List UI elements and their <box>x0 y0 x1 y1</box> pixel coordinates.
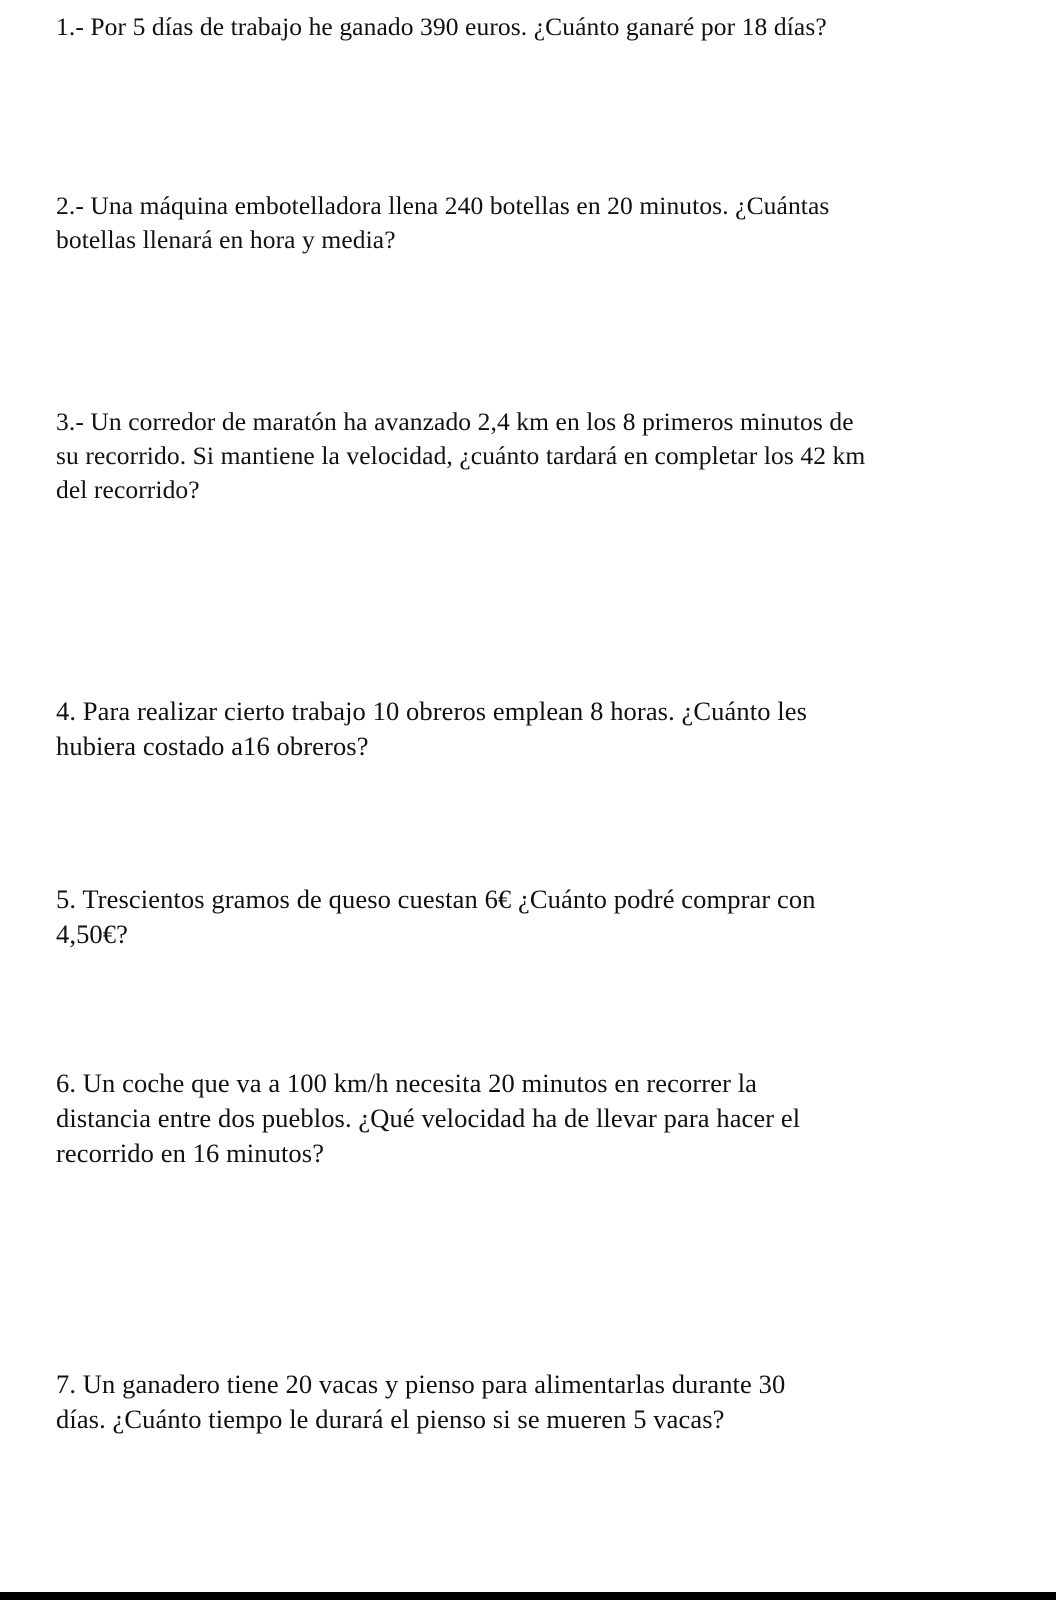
problem-2-line-2: botellas llenará en hora y media? <box>56 225 396 254</box>
problem-6 <box>56 1066 800 1171</box>
problem-4-line-2: hubiera costado a16 obreros? <box>56 731 369 761</box>
problem-3-line-2: su recorrido. Si mantiene la velocidad, ¿cuánto tardará en completar los 42 km <box>56 441 866 470</box>
problem-2-line-1: 2.- Una máquina embotelladora llena 240 botellas en 20 minutos. ¿Cuántas <box>56 191 830 220</box>
problem-5 <box>56 882 816 952</box>
problem-4-line-1: 4. Para realizar cierto trabajo 10 obreros emplean 8 horas. ¿Cuánto les <box>56 696 808 726</box>
problem-7 <box>56 1367 785 1437</box>
problem-6-line-3: recorrido en 16 minutos? <box>56 1138 325 1168</box>
problem-5-line-1: 5. Trescientos gramos de queso cuestan 6€ ¿Cuánto podré comprar con <box>56 884 816 914</box>
problem-4 <box>56 694 807 764</box>
problem-3-line-1: 3.- Un corredor de maratón ha avanzado 2,4 km en los 8 primeros minutos de <box>56 407 854 436</box>
problem-1-line-1: 1.- Por 5 días de trabajo he ganado 390 euros. ¿Cuánto ganaré por 18 días? <box>56 12 827 41</box>
problem-3-line-3: del recorrido? <box>56 475 200 504</box>
problem-2 <box>56 189 829 257</box>
problem-6-line-2: distancia entre dos pueblos. ¿Qué velocidad ha de llevar para hacer el <box>56 1103 801 1133</box>
problem-5-line-2: 4,50€? <box>56 919 128 949</box>
problem-6-line-1: 6. Un coche que va a 100 km/h necesita 20 minutos en recorrer la <box>56 1068 758 1098</box>
problem-7-line-1: 7. Un ganadero tiene 20 vacas y pienso para alimentarlas durante 30 <box>56 1369 786 1399</box>
problem-3 <box>56 405 865 507</box>
problem-1 <box>56 10 827 44</box>
bottom-edge-divider <box>0 1592 1056 1600</box>
problem-7-line-2: días. ¿Cuánto tiempo le durará el pienso si se mueren 5 vacas? <box>56 1404 725 1434</box>
